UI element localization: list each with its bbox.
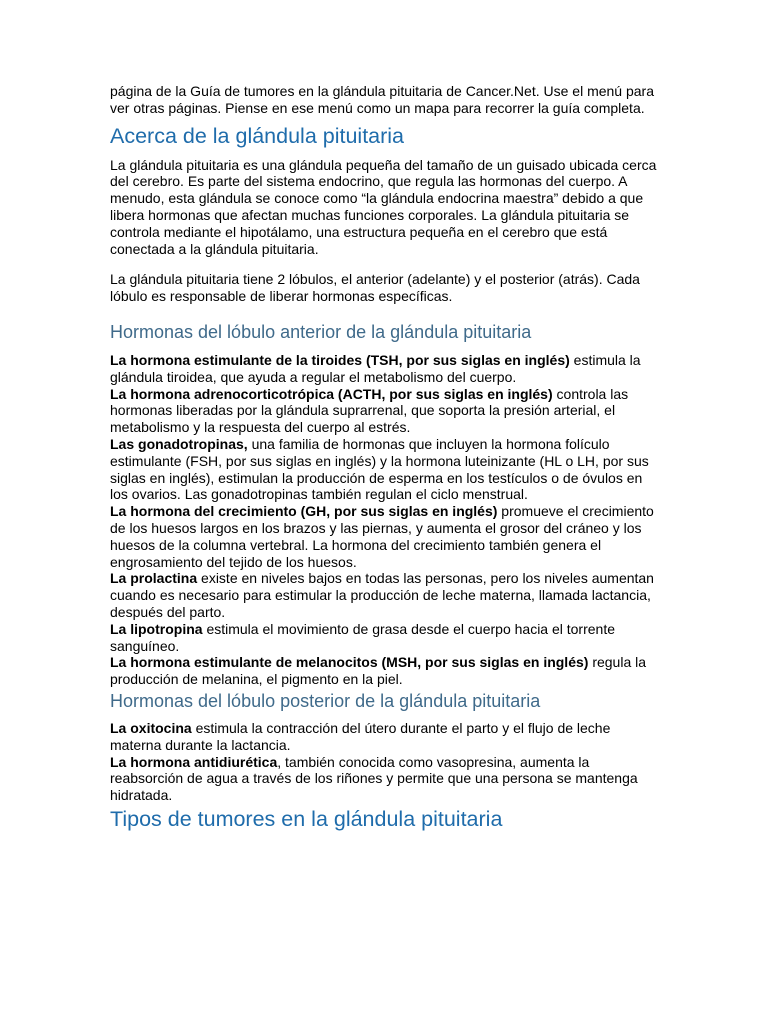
anterior-item-gh: La hormona del crecimiento (GH, por sus siglas en inglés) promueve el crecimiento de los huesos largos en los brazos y las piernas, y aumenta el grosor del cráneo y los huesos de la columna vertebral. La hormona del crecimiento también genera el engrosamiento del tejido de los huesos.: [110, 503, 654, 570]
heading-posterior: Hormonas del lóbulo posterior de la glándula pituitaria: [110, 690, 541, 711]
intro-paragraph: página de la Guía de tumores en la glándula pituitaria de Cancer.Net. Use el menú para ver otras páginas. Piense en ese menú como un mapa para recorrer la guía completa.: [110, 83, 655, 116]
anterior-item-acth: La hormona adrenocorticotrópica (ACTH, por sus siglas en inglés) controla las hormonas liberadas por la glándula suprarrenal, que soporta la presión arterial, el metabolismo y la respuesta del cuerpo al estrés.: [110, 385, 629, 436]
anterior-item-gonadotropinas: Las gonadotropinas, una familia de hormonas que incluyen la hormona folículo estimulante (FSH, por sus siglas en inglés) y la hormona luteinizante (HL o LH, por sus siglas en inglés), estimulan la producción de esperma en los testículos o de óvulos en los ovarios. Las gonadotropinas también regulan el ciclo menstrual.: [110, 435, 649, 503]
heading-anterior: Hormonas del lóbulo anterior de la glándula pituitaria: [110, 321, 532, 342]
anterior-item-lipotropina: La lipotropina estimula el movimiento de grasa desde el cuerpo hacia el torrente sanguíneo.: [110, 620, 616, 654]
about-paragraph-1: La glándula pituitaria es una glándula pequeña del tamaño de un guisado ubicada cerca del cerebro. Es parte del sistema endocrino, que regula las hormonas del cuerpo. A menudo, esta glándula se conoce como “la glándula endocrina maestra” debido a que libera hormonas que afectan muchas funciones corporales. La glándula pituitaria se controla mediante el hipotálamo, una estructura pequeña en el cerebro que está conectada a la glándula pituitaria.: [110, 156, 657, 257]
heading-about: Acerca de la glándula pituitaria: [110, 123, 405, 148]
posterior-item-antidiuretica: La hormona antidiurética, también conocida como vasopresina, aumenta la reabsorción de agua a través de los riñones y permite que una persona se mantenga hidratada.: [110, 753, 638, 804]
anterior-item-prolactina: La prolactina existe en niveles bajos en todas las personas, pero los niveles aumentan cuando es necesario para estimular la producción de leche materna, llamada lactancia, después del parto.: [110, 570, 654, 620]
anterior-item-msh: La hormona estimulante de melanocitos (MSH, por sus siglas en inglés) regula la producción de melanina, el pigmento en la piel.: [110, 654, 647, 688]
anterior-item-tsh: La hormona estimulante de la tiroides (TSH, por sus siglas en inglés) estimula la glándula tiroidea, que ayuda a regular el metabolismo del cuerpo.: [110, 351, 641, 385]
heading-types: Tipos de tumores en la glándula pituitaria: [110, 806, 503, 831]
about-paragraph-2: La glándula pituitaria tiene 2 lóbulos, el anterior (adelante) y el posterior (atrás). Cada lóbulo es responsable de liberar hormonas específicas.: [110, 271, 640, 305]
posterior-item-oxitocina: La oxitocina estimula la contracción del útero durante el parto y el flujo de leche materna durante la lactancia.: [110, 719, 611, 753]
document-content: [110, 83, 660, 832]
